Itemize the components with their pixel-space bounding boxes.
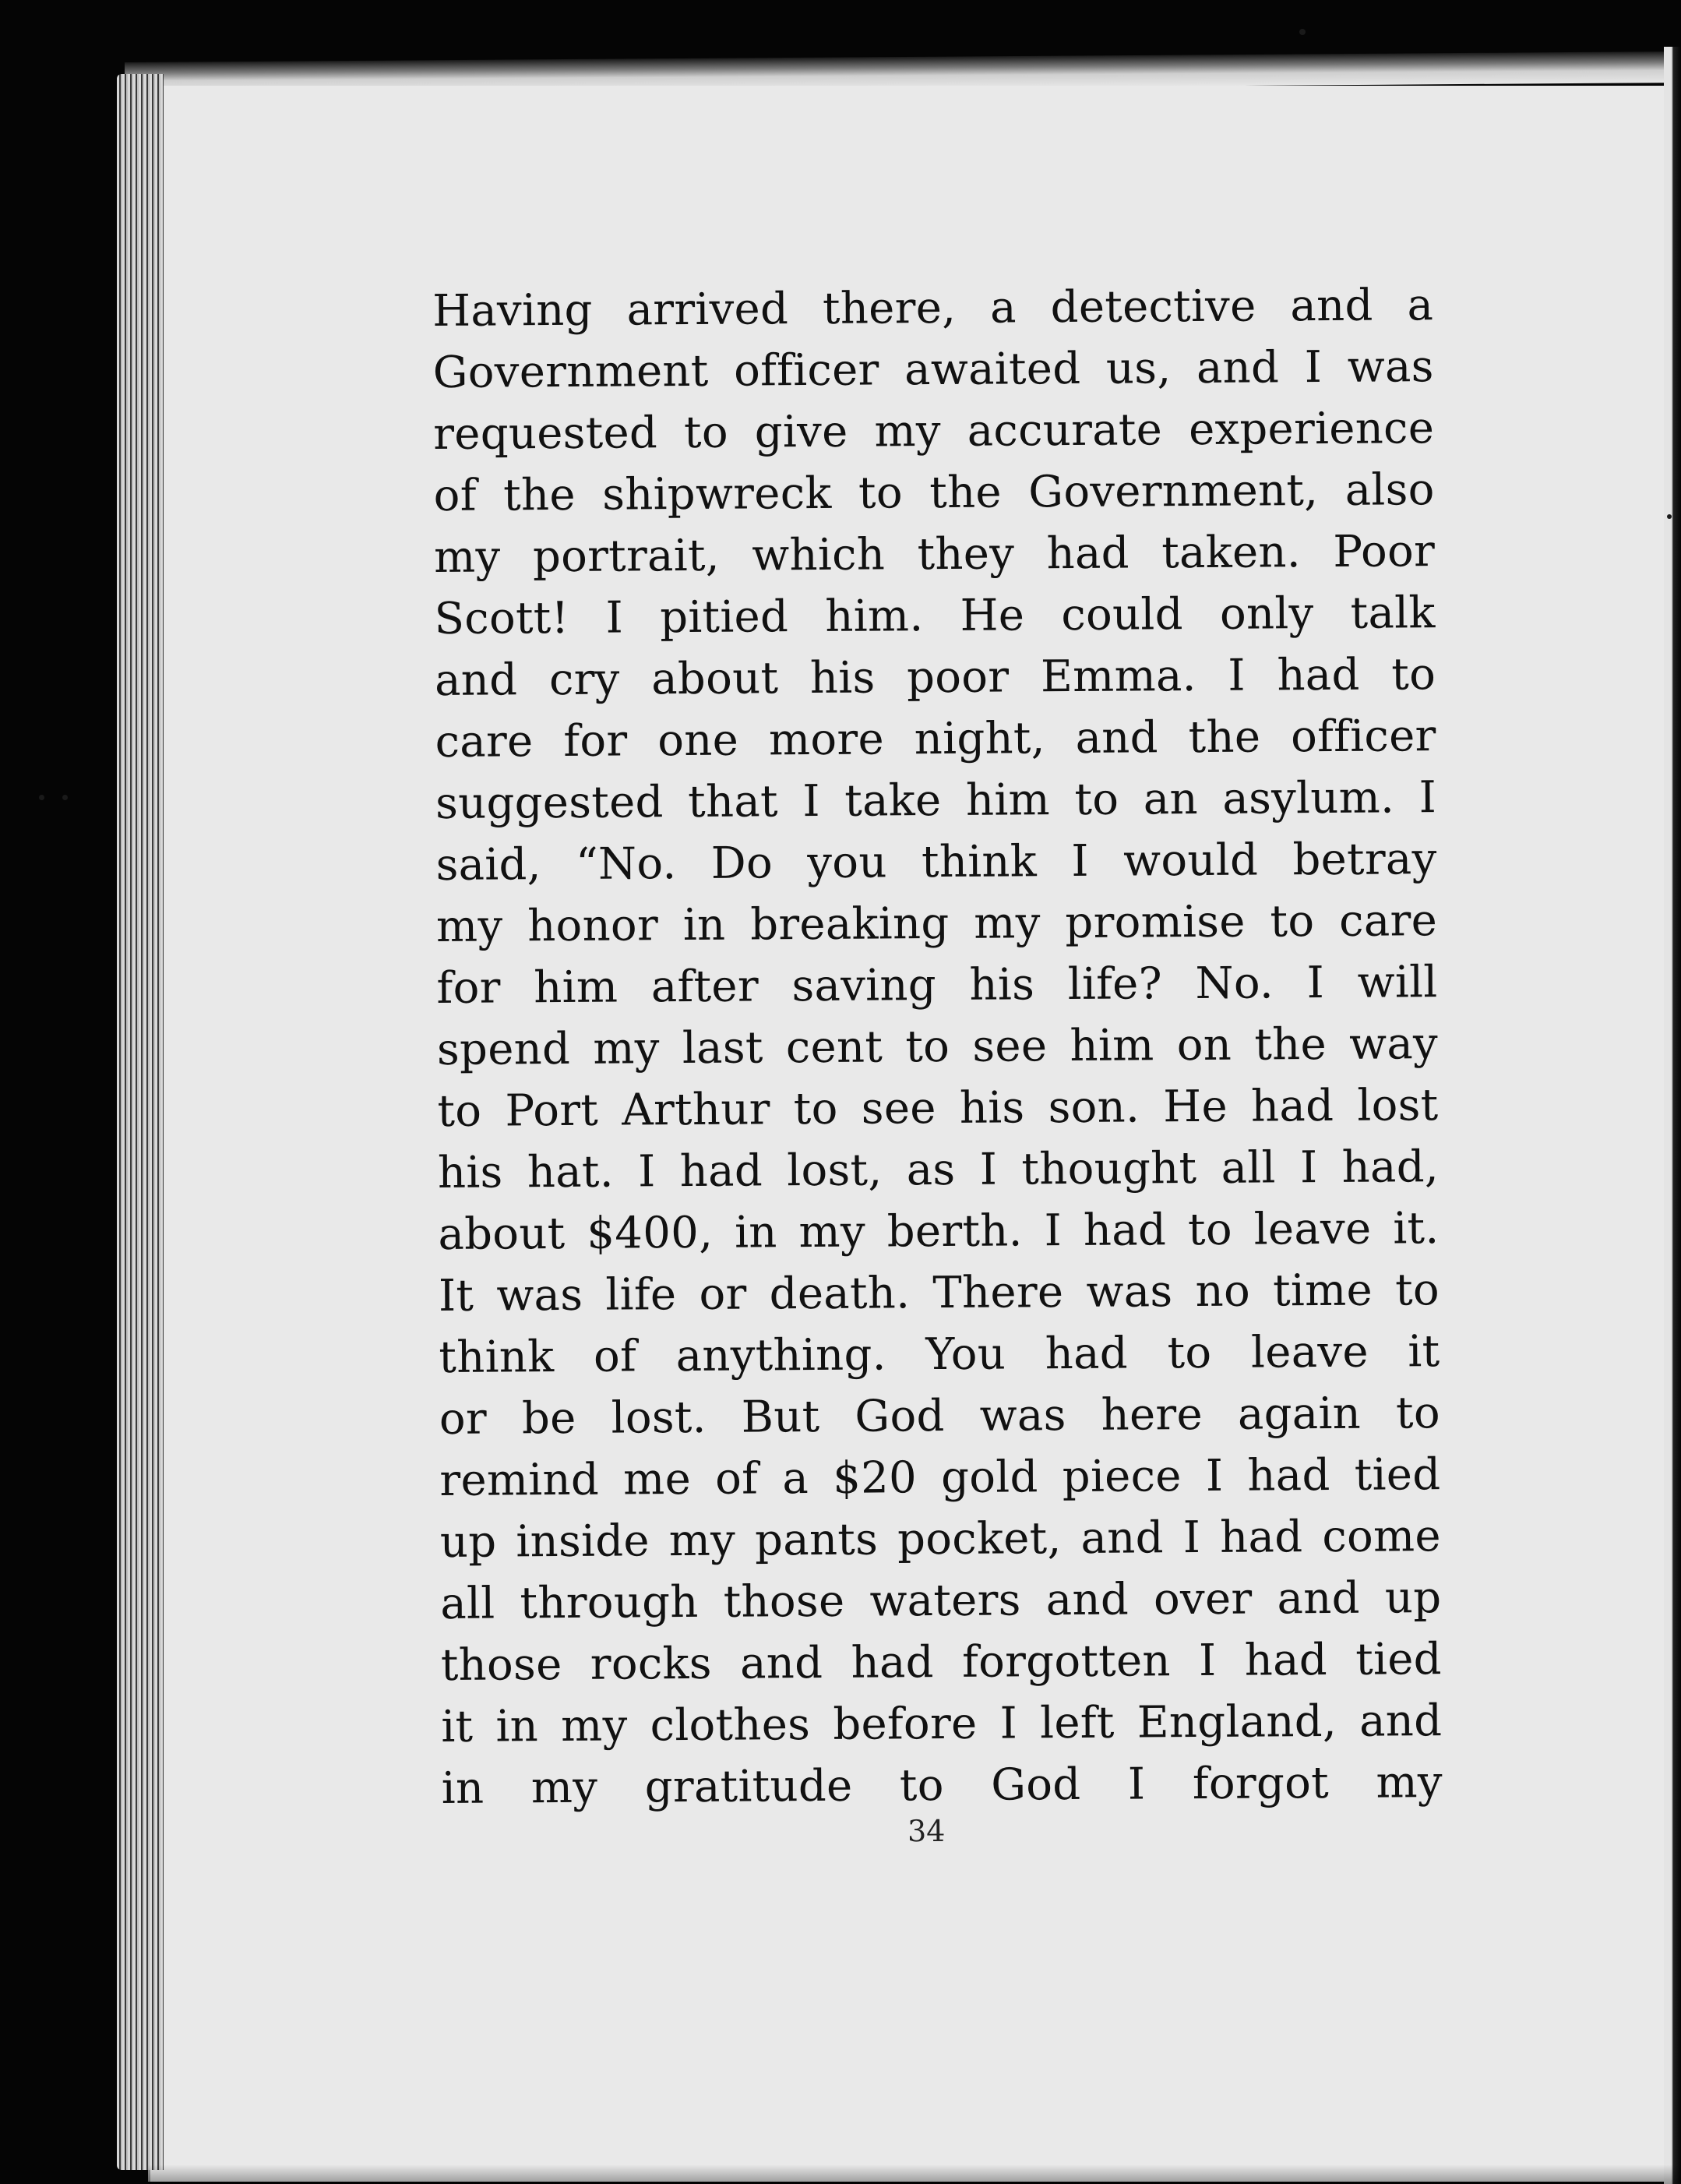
text-line: and cry about his poor Emma. I had to [434, 649, 1436, 706]
text-line: for him after saving his life? No. I will [436, 957, 1438, 1014]
text-line: Government officer awaited us, and I was [432, 341, 1434, 398]
text-line: spend my last cent to see him on the way [436, 1018, 1439, 1075]
scan-speck [39, 795, 44, 800]
text-line: It was life or death. There was no time to [438, 1265, 1440, 1321]
text-line: remind me of a $20 gold piece I had tied [439, 1449, 1441, 1506]
scan-speck [1667, 514, 1672, 519]
scan-speck [62, 795, 68, 800]
text-line: said, “No. Do you think I would betray [435, 834, 1437, 891]
text-line: about $400, in my berth. I had to leave it. [438, 1203, 1440, 1260]
text-line: those rocks and had forgotten I had tied [440, 1634, 1443, 1691]
scan-speck [1299, 29, 1306, 35]
page-number: 34 [907, 1813, 946, 1849]
book-page-edges [117, 74, 164, 2170]
page-bottom-shadow [148, 2165, 1681, 2184]
text-line: up inside my pants pocket, and I had come [439, 1511, 1442, 1568]
body-text [432, 274, 1443, 1819]
text-line: to Port Arthur to see his son. He had lost [437, 1080, 1439, 1137]
text-line: or be lost. But God was here again to [439, 1388, 1441, 1445]
text-line: my portrait, which they had taken. Poor [433, 526, 1436, 583]
book-right-edge [1664, 47, 1681, 2184]
text-line: suggested that I take him to an asylum. I [435, 772, 1437, 829]
text-line: requested to give my accurate experience [433, 403, 1435, 460]
text-line: it in my clothes before I left England, and [441, 1695, 1443, 1752]
text-line: Scott! I pitied him. He could only talk [434, 587, 1436, 644]
text-line: in my gratitude to God I forgot my [441, 1757, 1443, 1814]
text-line: all through those waters and over and up [440, 1572, 1442, 1629]
text-line: think of anything. You had to leave it [439, 1326, 1440, 1383]
text-line: care for one more night, and the officer [435, 711, 1436, 767]
text-line: his hat. I had lost, as I thought all I had, [437, 1141, 1440, 1198]
text-line: my honor in breaking my promise to care [435, 895, 1438, 952]
text-line: Having arrived there, a detective and a [432, 280, 1434, 337]
text-line: of the shipwreck to the Government, also [433, 464, 1435, 521]
